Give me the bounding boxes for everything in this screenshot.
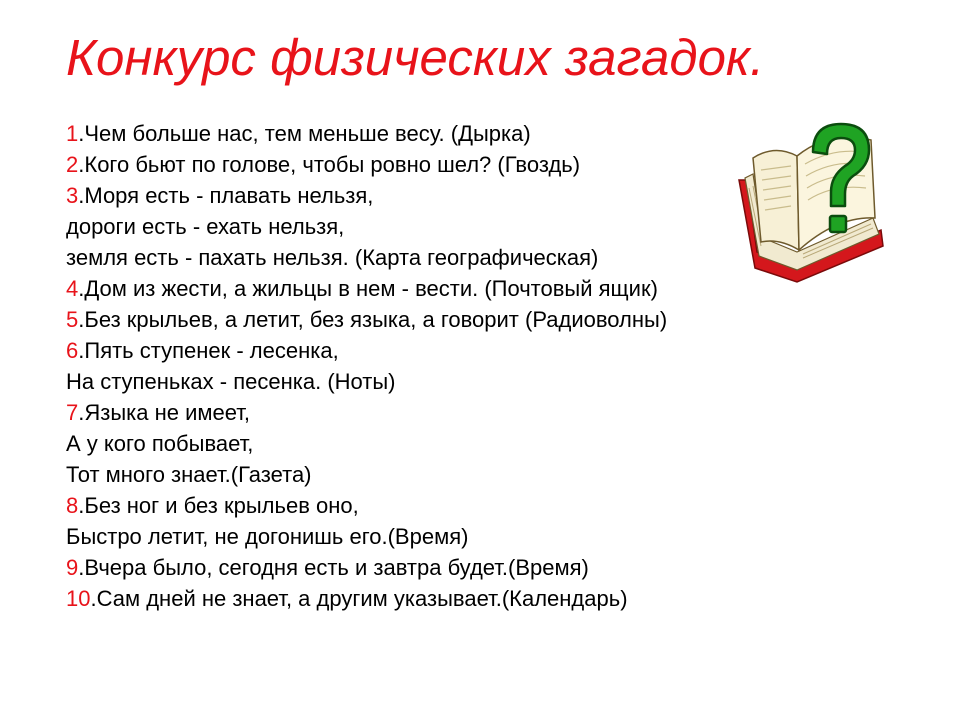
page-title: Конкурс физических загадок. bbox=[66, 29, 765, 86]
book-question-mark-icon bbox=[733, 118, 893, 288]
riddle-text: Без крыльев, а летит, без языка, а говорит (Радиоволны) bbox=[84, 307, 668, 332]
riddle-item bbox=[66, 304, 667, 335]
riddle-number: 7 bbox=[66, 400, 79, 425]
riddle-number: 10 bbox=[66, 586, 91, 611]
riddle-list bbox=[66, 118, 667, 614]
riddle-line: 6.Пять ступенек - лесенка, bbox=[66, 338, 339, 363]
book-question-mark-graphic bbox=[733, 118, 893, 288]
riddle-line: Тот много знает.(Газета) bbox=[66, 462, 312, 487]
riddle-item bbox=[66, 335, 667, 397]
riddle-text: Кого бьют по голове, чтобы ровно шел? (Гвоздь) bbox=[84, 152, 581, 177]
riddle-item bbox=[66, 490, 667, 552]
riddle-line: 3.Моря есть - плавать нельзя, bbox=[66, 183, 374, 208]
riddle-text: Моря есть - плавать нельзя, bbox=[84, 183, 374, 208]
riddle-item bbox=[66, 397, 667, 490]
riddle-line: Быстро летит, не догонишь его.(Время) bbox=[66, 524, 469, 549]
riddle-line: 8.Без ног и без крыльев оно, bbox=[66, 493, 359, 518]
riddle-line: дороги есть - ехать нельзя, bbox=[66, 214, 345, 239]
riddle-number: 3 bbox=[66, 183, 79, 208]
riddle-item bbox=[66, 273, 667, 304]
riddle-text: Без ног и без крыльев оно, bbox=[84, 493, 359, 518]
riddle-line: 10.Сам дней не знает, а другим указывает.(Календарь) bbox=[66, 586, 628, 611]
riddle-line: земля есть - пахать нельзя. (Карта географическая) bbox=[66, 245, 599, 270]
riddle-line: А у кого побывает, bbox=[66, 431, 254, 456]
riddle-number: 8 bbox=[66, 493, 79, 518]
book-left-page bbox=[753, 150, 799, 250]
riddle-line: 7.Языка не имеет, bbox=[66, 400, 251, 425]
riddle-number: 4 bbox=[66, 276, 79, 301]
riddle-text: Сам дней не знает, а другим указывает.(Календарь) bbox=[96, 586, 628, 611]
riddle-line: На ступеньках - песенка. (Ноты) bbox=[66, 369, 396, 394]
riddle-line: 4.Дом из жести, а жильцы в нем - вести. (Почтовый ящик) bbox=[66, 276, 658, 301]
riddle-line: 2.Кого бьют по голове, чтобы ровно шел? (Гвоздь) bbox=[66, 152, 581, 177]
riddle-number: 2 bbox=[66, 152, 79, 177]
riddle-text: Пять ступенек - лесенка, bbox=[84, 338, 339, 363]
riddle-text: Чем больше нас, тем меньше весу. (Дырка) bbox=[84, 121, 531, 146]
riddle-line: 5.Без крыльев, а летит, без языка, а говорит (Радиоволны) bbox=[66, 307, 668, 332]
riddle-item bbox=[66, 552, 667, 583]
riddle-line: 1.Чем больше нас, тем меньше весу. (Дырка) bbox=[66, 121, 531, 146]
riddle-text: Языка не имеет, bbox=[84, 400, 251, 425]
riddle-text: Дом из жести, а жильцы в нем - вести. (Почтовый ящик) bbox=[84, 276, 658, 301]
riddle-item bbox=[66, 118, 667, 149]
riddle-number: 6 bbox=[66, 338, 79, 363]
riddle-number: 1 bbox=[66, 121, 79, 146]
riddle-line: 9.Вчера было, сегодня есть и завтра будет.(Время) bbox=[66, 555, 589, 580]
riddle-text: Вчера было, сегодня есть и завтра будет.(Время) bbox=[84, 555, 589, 580]
riddle-number: 9 bbox=[66, 555, 79, 580]
riddle-item bbox=[66, 180, 667, 273]
riddle-item bbox=[66, 583, 667, 614]
riddle-item bbox=[66, 149, 667, 180]
riddle-number: 5 bbox=[66, 307, 79, 332]
